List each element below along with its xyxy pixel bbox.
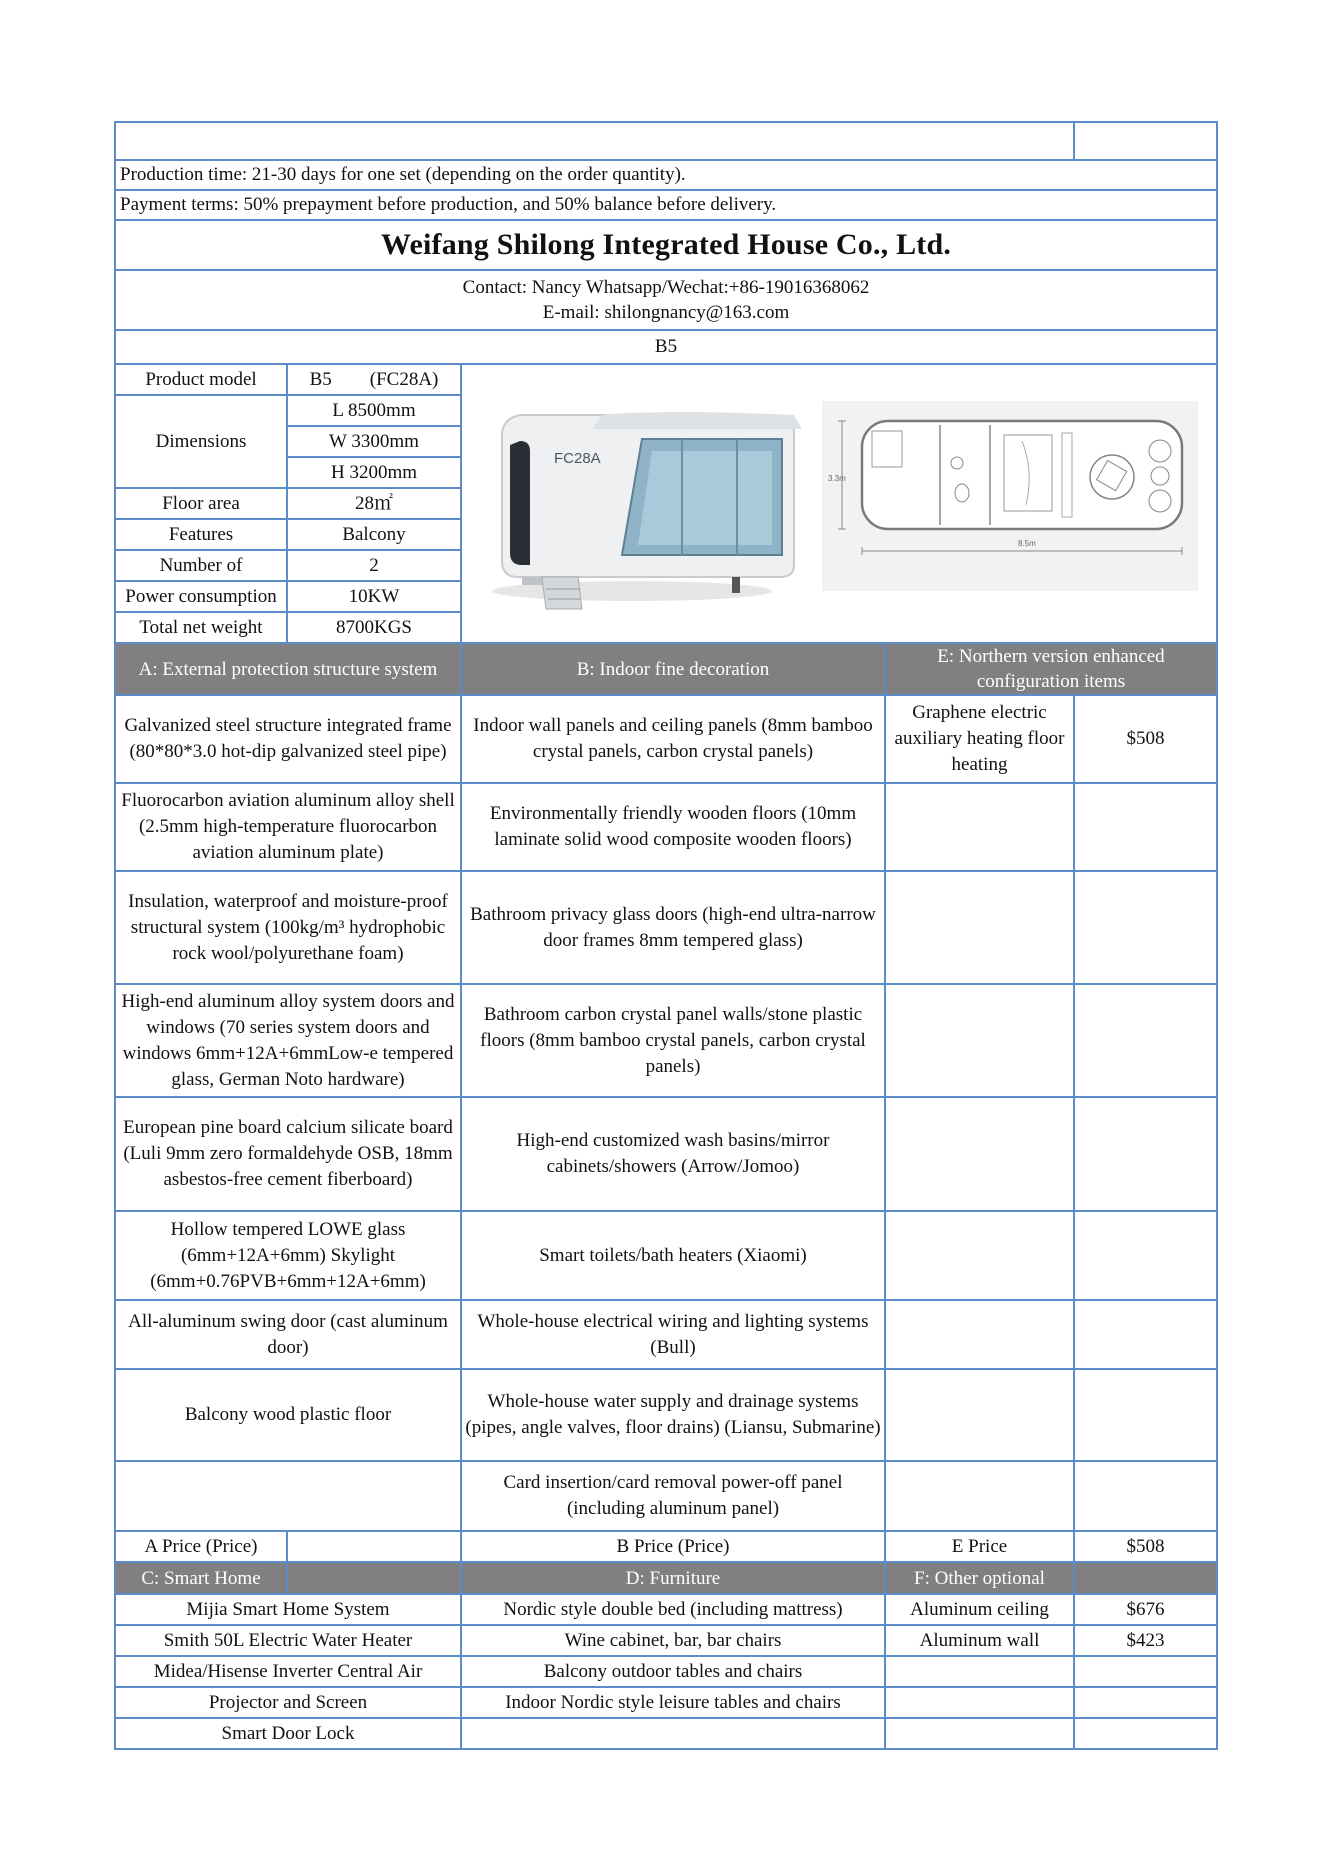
item-row <box>115 1211 1217 1300</box>
item-e <box>885 1369 1074 1461</box>
power-value: 10KW <box>287 581 461 612</box>
item-price <box>1074 1369 1217 1461</box>
plan-height-dimension: 3.3m <box>828 474 846 483</box>
item-e <box>885 1461 1074 1531</box>
item-price <box>1074 1300 1217 1369</box>
item-e <box>885 783 1074 871</box>
item-c: Projector and Screen <box>115 1687 461 1718</box>
production-time: Production time: 21-30 days for one set (depending on the order quantity). <box>115 160 1217 190</box>
product-model-label: Product model <box>115 364 287 395</box>
floor-area-value: 28㎡ <box>287 488 461 519</box>
item-f: Aluminum wall <box>885 1625 1074 1656</box>
contact-line: Contact: Nancy Whatsapp/Wechat:+86-19016368062 <box>462 277 870 298</box>
e-price-label: E Price <box>885 1531 1074 1562</box>
item-c: Smart Door Lock <box>115 1718 461 1749</box>
house-render-image <box>482 395 822 635</box>
features-label: Features <box>115 519 287 550</box>
section-d-header: D: Furniture <box>461 1562 885 1594</box>
quotation-table <box>114 121 1218 1750</box>
item-a <box>115 1461 461 1531</box>
b-price-label: B Price (Price) <box>461 1531 885 1562</box>
plan-length-dimension: 8.5m <box>1018 539 1036 548</box>
item-price <box>1074 871 1217 984</box>
item-e <box>885 871 1074 984</box>
item-price: $508 <box>1074 695 1217 783</box>
dimensions-label: Dimensions <box>115 395 287 488</box>
number-label: Number of <box>115 550 287 581</box>
item-row <box>115 984 1217 1097</box>
section-e-header <box>885 643 1217 695</box>
section-b-header: B: Indoor fine decoration <box>461 643 885 695</box>
item-b: Whole-house electrical wiring and lighting systems (Bull) <box>461 1300 885 1369</box>
e-price-value: $508 <box>1074 1531 1217 1562</box>
item-e <box>885 1211 1074 1300</box>
section-f-header-blank <box>1074 1562 1217 1594</box>
number-value: 2 <box>287 550 461 581</box>
floor-area-label: Floor area <box>115 488 287 519</box>
payment-terms: Payment terms: 50% prepayment before production, and 50% balance before delivery. <box>115 190 1217 220</box>
option-row <box>115 1718 1217 1749</box>
product-images <box>461 364 1217 643</box>
a-price-value <box>287 1531 461 1562</box>
item-a: Fluorocarbon aviation aluminum alloy shell (2.5mm high-temperature fluorocarbon aviation aluminum plate) <box>115 783 461 871</box>
section-e-header-line1: E: Northern version enhanced <box>937 646 1165 667</box>
item-d: Nordic style double bed (including mattress) <box>461 1594 885 1625</box>
quotation-sheet <box>114 121 1216 1750</box>
company-name: Weifang Shilong Integrated House Co., Ltd. <box>115 220 1217 270</box>
item-b: High-end customized wash basins/mirror cabinets/showers (Arrow/Jomoo) <box>461 1097 885 1211</box>
option-row <box>115 1625 1217 1656</box>
item-f <box>885 1687 1074 1718</box>
item-b: Card insertion/card removal power-off panel (including aluminum panel) <box>461 1461 885 1531</box>
item-a: Galvanized steel structure integrated frame (80*80*3.0 hot-dip galvanized steel pipe) <box>115 695 461 783</box>
item-c: Midea/Hisense Inverter Central Air <box>115 1656 461 1687</box>
weight-value: 8700KGS <box>287 612 461 643</box>
option-row <box>115 1656 1217 1687</box>
item-a: Insulation, waterproof and moisture-proof structural system (100kg/m³ hydrophobic rock wool/polyurethane foam) <box>115 871 461 984</box>
item-price <box>1074 783 1217 871</box>
item-price <box>1074 984 1217 1097</box>
section-f-header: F: Other optional <box>885 1562 1074 1594</box>
item-e <box>885 1300 1074 1369</box>
item-c: Mijia Smart Home System <box>115 1594 461 1625</box>
item-f: Aluminum ceiling <box>885 1594 1074 1625</box>
item-f-price: $423 <box>1074 1625 1217 1656</box>
item-f-price <box>1074 1718 1217 1749</box>
item-row <box>115 1461 1217 1531</box>
item-b: Smart toilets/bath heaters (Xiaomi) <box>461 1211 885 1300</box>
item-f <box>885 1718 1074 1749</box>
item-c: Smith 50L Electric Water Heater <box>115 1625 461 1656</box>
model-title: B5 <box>115 330 1217 364</box>
option-row <box>115 1594 1217 1625</box>
dimension-height: H 3200mm <box>287 457 461 488</box>
floor-plan-image <box>822 401 1198 591</box>
item-row <box>115 695 1217 783</box>
dimension-width: W 3300mm <box>287 426 461 457</box>
a-price-label: A Price (Price) <box>115 1531 287 1562</box>
item-d: Indoor Nordic style leisure tables and chairs <box>461 1687 885 1718</box>
dimension-length: L 8500mm <box>287 395 461 426</box>
empty-top-row <box>115 122 1217 160</box>
item-f <box>885 1656 1074 1687</box>
item-a: High-end aluminum alloy system doors and windows (70 series system doors and windows 6mm+12A+6mmLow-e tempered glass, German Noto hardware) <box>115 984 461 1097</box>
item-f-price: $676 <box>1074 1594 1217 1625</box>
section-a-header: A: External protection structure system <box>115 643 461 695</box>
item-a: All-aluminum swing door (cast aluminum door) <box>115 1300 461 1369</box>
item-f-price <box>1074 1656 1217 1687</box>
item-b: Indoor wall panels and ceiling panels (8mm bamboo crystal panels, carbon crystal panels) <box>461 695 885 783</box>
email-line: E-mail: shilongnancy@163.com <box>542 302 790 323</box>
item-b: Bathroom carbon crystal panel walls/stone plastic floors (8mm bamboo crystal panels, carbon crystal panels) <box>461 984 885 1097</box>
item-d <box>461 1718 885 1749</box>
item-a: Hollow tempered LOWE glass (6mm+12A+6mm) Skylight (6mm+0.76PVB+6mm+12A+6mm) <box>115 1211 461 1300</box>
item-a: Balcony wood plastic floor <box>115 1369 461 1461</box>
item-row <box>115 1369 1217 1461</box>
item-price <box>1074 1461 1217 1531</box>
weight-label: Total net weight <box>115 612 287 643</box>
item-e <box>885 984 1074 1097</box>
product-model-value: B5 (FC28A) <box>287 364 461 395</box>
section-c-header: C: Smart Home <box>115 1562 287 1594</box>
item-d: Balcony outdoor tables and chairs <box>461 1656 885 1687</box>
item-f-price <box>1074 1687 1217 1718</box>
item-d: Wine cabinet, bar, bar chairs <box>461 1625 885 1656</box>
section-c-header-blank <box>287 1562 461 1594</box>
option-row <box>115 1687 1217 1718</box>
item-e <box>885 1097 1074 1211</box>
contact-block <box>115 270 1217 330</box>
item-b: Whole-house water supply and drainage systems (pipes, angle valves, floor drains) (Liansu, Submarine) <box>461 1369 885 1461</box>
features-value: Balcony <box>287 519 461 550</box>
item-b: Bathroom privacy glass doors (high-end ultra-narrow door frames 8mm tempered glass) <box>461 871 885 984</box>
power-label: Power consumption <box>115 581 287 612</box>
item-row <box>115 871 1217 984</box>
item-row <box>115 1300 1217 1369</box>
item-e: Graphene electric auxiliary heating floor heating <box>885 695 1074 783</box>
item-a: European pine board calcium silicate board (Luli 9mm zero formaldehyde OSB, 18mm asbestos-free cement fiberboard) <box>115 1097 461 1211</box>
item-row <box>115 1097 1217 1211</box>
item-row <box>115 783 1217 871</box>
item-b: Environmentally friendly wooden floors (10mm laminate solid wood composite wooden floors) <box>461 783 885 871</box>
item-price <box>1074 1211 1217 1300</box>
section-e-header-line2: configuration items <box>976 671 1126 692</box>
item-price <box>1074 1097 1217 1211</box>
house-badge-text: FC28A <box>554 450 601 467</box>
